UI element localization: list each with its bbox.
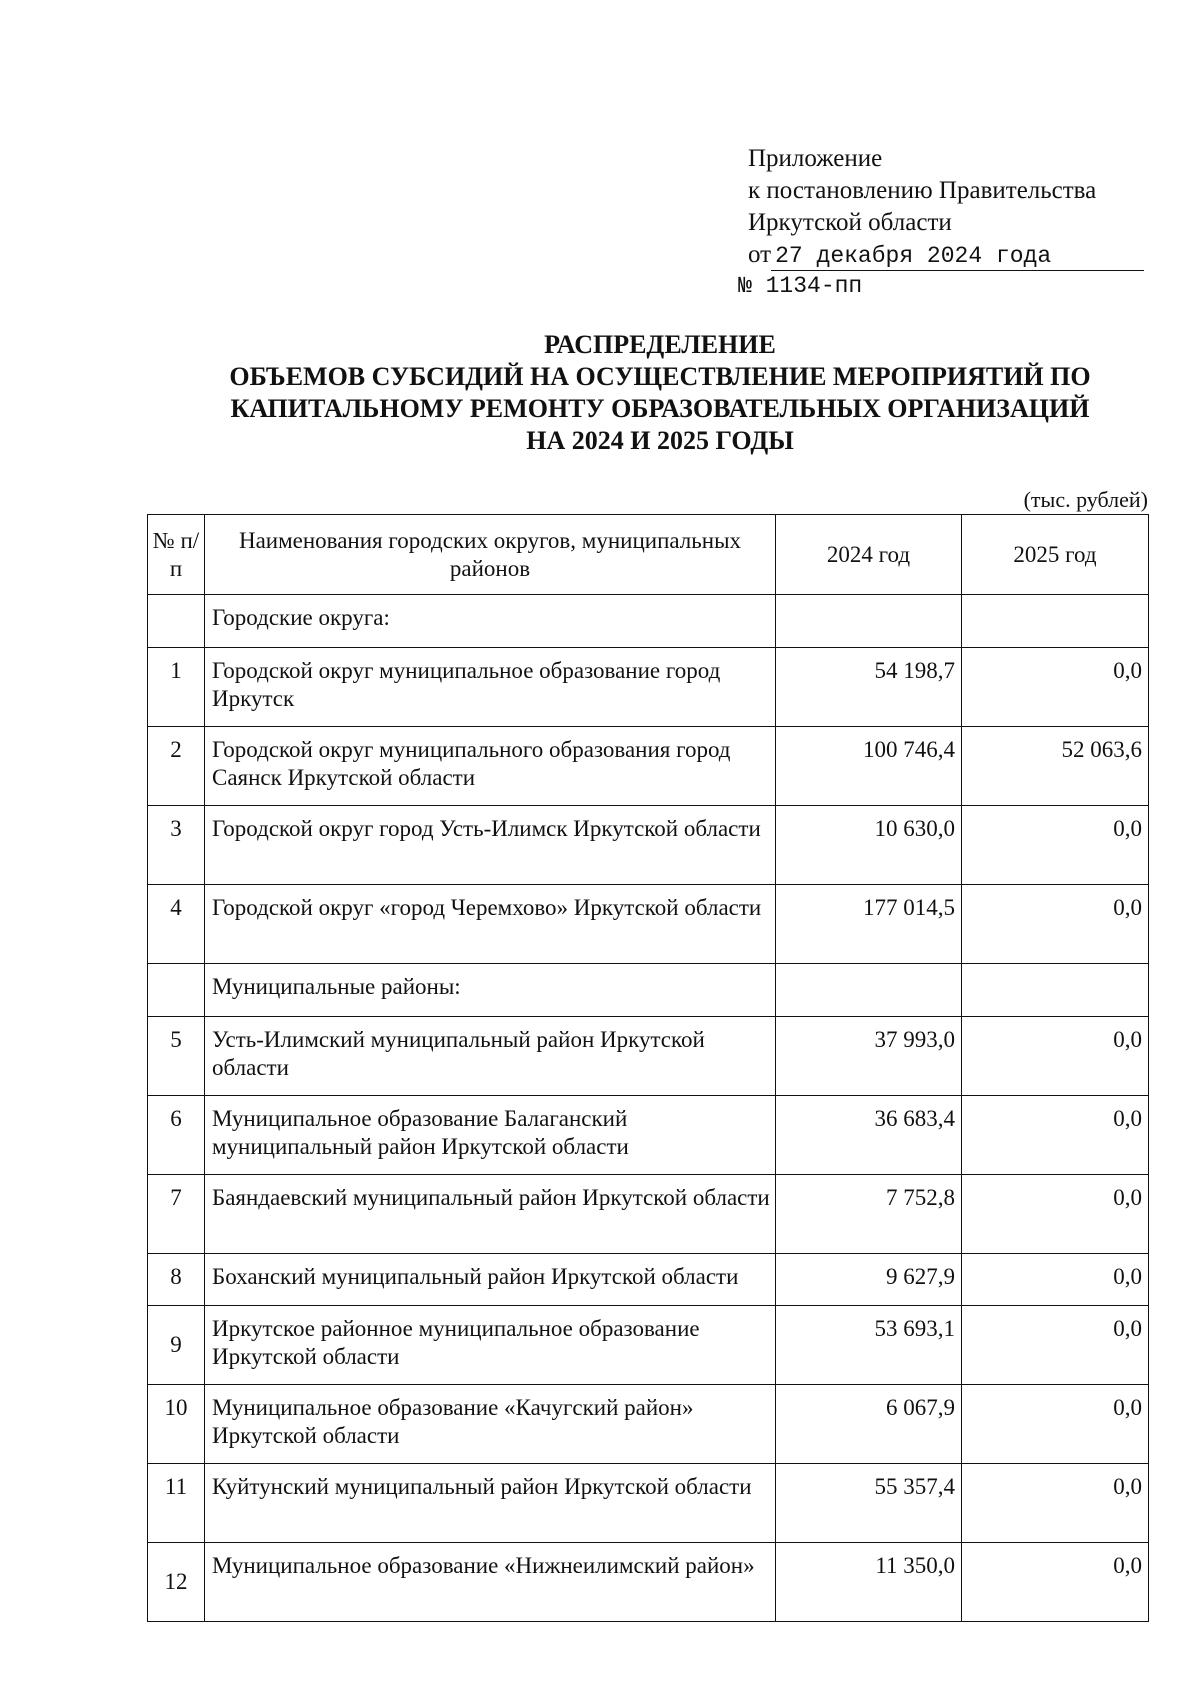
- row-no: 9: [148, 1306, 205, 1385]
- row-name: Иркутское районное муниципальное образование Иркутской области: [205, 1306, 776, 1385]
- annex-reference: к постановлению Правительства: [748, 177, 1097, 204]
- title-line-2: ОБЪЕМОВ СУБСИДИЙ НА ОСУЩЕСТВЛЕНИЕ МЕРОПРИЯТИЙ ПО: [229, 362, 1091, 391]
- row-no: 1: [148, 648, 205, 727]
- row-name: Муниципальное образование Балаганский муниципальный район Иркутской области: [205, 1096, 776, 1175]
- table-header-row: [148, 515, 1149, 595]
- table-row: [148, 727, 1149, 806]
- row-2024: 36 683,4: [776, 1096, 962, 1175]
- section-no-cell: [148, 595, 205, 648]
- row-2024: 100 746,4: [776, 727, 962, 806]
- section-row-urban: [148, 595, 1149, 648]
- table-row: [148, 1096, 1149, 1175]
- subsidy-table: [147, 514, 1149, 1622]
- row-2025: 0,0: [962, 1096, 1149, 1175]
- annex-date-prefix: от: [748, 241, 772, 268]
- row-2024: 54 198,7: [776, 648, 962, 727]
- table-row: [148, 1385, 1149, 1464]
- header-2025: 2025 год: [962, 515, 1149, 595]
- table-row: [148, 1017, 1149, 1096]
- row-2024: 6 067,9: [776, 1385, 962, 1464]
- section-2024-cell: [776, 595, 962, 648]
- row-2025: 0,0: [962, 648, 1149, 727]
- section-2025-cell: [962, 964, 1149, 1017]
- row-2025: 0,0: [962, 1175, 1149, 1254]
- table-row: [148, 806, 1149, 885]
- table-row: [148, 1175, 1149, 1254]
- title-line-1: РАСПРЕДЕЛЕНИЕ: [544, 330, 776, 359]
- row-no: 6: [148, 1096, 205, 1175]
- header-name: Наименования городских округов, муниципальных районов: [205, 515, 776, 595]
- row-no: 5: [148, 1017, 205, 1096]
- row-no: 12: [148, 1543, 205, 1622]
- table-row: [148, 1543, 1149, 1622]
- document-title: [130, 329, 1190, 457]
- row-name: Городской округ «город Черемхово» Иркутской области: [205, 885, 776, 964]
- row-name: Городской округ муниципальное образование город Иркутск: [205, 648, 776, 727]
- row-name: Городской округ город Усть-Илимск Иркутской области: [205, 806, 776, 885]
- row-no: 2: [148, 727, 205, 806]
- title-line-3: КАПИТАЛЬНОМУ РЕМОНТУ ОБРАЗОВАТЕЛЬНЫХ ОРГАНИЗАЦИЙ: [230, 394, 1090, 423]
- row-no: 11: [148, 1464, 205, 1543]
- annex-title: Приложение: [748, 145, 883, 172]
- section-2025-cell: [962, 595, 1149, 648]
- table-row: [148, 1306, 1149, 1385]
- row-name: Куйтунский муниципальный район Иркутской области: [205, 1464, 776, 1543]
- row-2024: 53 693,1: [776, 1306, 962, 1385]
- row-name: Городской округ муниципального образования город Саянск Иркутской области: [205, 727, 776, 806]
- row-name: Усть-Илимский муниципальный район Иркутской области: [205, 1017, 776, 1096]
- section-2024-cell: [776, 964, 962, 1017]
- row-name: Муниципальное образование «Нижнеилимский район»: [205, 1543, 776, 1622]
- section-title: Городские округа:: [205, 595, 776, 648]
- row-2024: 11 350,0: [776, 1543, 962, 1622]
- table-row: [148, 1464, 1149, 1543]
- section-title: Муниципальные районы:: [205, 964, 776, 1017]
- row-name: Баяндаевский муниципальный район Иркутской области: [205, 1175, 776, 1254]
- table-row: [148, 648, 1149, 727]
- row-2024: 55 357,4: [776, 1464, 962, 1543]
- annex-region: Иркутской области: [748, 209, 952, 236]
- row-2025: 0,0: [962, 1254, 1149, 1306]
- row-no: 7: [148, 1175, 205, 1254]
- header-no: № п/п: [148, 515, 205, 595]
- table-row: [148, 1254, 1149, 1306]
- row-2025: 0,0: [962, 1017, 1149, 1096]
- row-2024: 177 014,5: [776, 885, 962, 964]
- row-no: 4: [148, 885, 205, 964]
- row-name: Боханский муниципальный район Иркутской области: [205, 1254, 776, 1306]
- row-2025: 0,0: [962, 1543, 1149, 1622]
- annex-block: [738, 143, 1144, 301]
- row-2024: 9 627,9: [776, 1254, 962, 1306]
- row-2025: 0,0: [962, 1464, 1149, 1543]
- row-2025: 0,0: [962, 1306, 1149, 1385]
- row-no: 10: [148, 1385, 205, 1464]
- row-2024: 7 752,8: [776, 1175, 962, 1254]
- section-no-cell: [148, 964, 205, 1017]
- table-row: [148, 885, 1149, 964]
- row-name: Муниципальное образование «Качугский район» Иркутской области: [205, 1385, 776, 1464]
- annex-number: № 1134-пп: [738, 273, 863, 299]
- annex-date-value: 27 декабря 2024 года: [771, 242, 1144, 271]
- row-2025: 52 063,6: [962, 727, 1149, 806]
- header-2024: 2024 год: [776, 515, 962, 595]
- row-2025: 0,0: [962, 885, 1149, 964]
- section-row-municipal: [148, 964, 1149, 1017]
- row-2024: 10 630,0: [776, 806, 962, 885]
- row-2024: 37 993,0: [776, 1017, 962, 1096]
- units-label: (тыс. рублей): [1023, 487, 1148, 512]
- row-2025: 0,0: [962, 806, 1149, 885]
- title-line-4: НА 2024 И 2025 ГОДЫ: [526, 426, 794, 455]
- annex-date-row: [748, 239, 1144, 271]
- row-2025: 0,0: [962, 1385, 1149, 1464]
- row-no: 8: [148, 1254, 205, 1306]
- row-no: 3: [148, 806, 205, 885]
